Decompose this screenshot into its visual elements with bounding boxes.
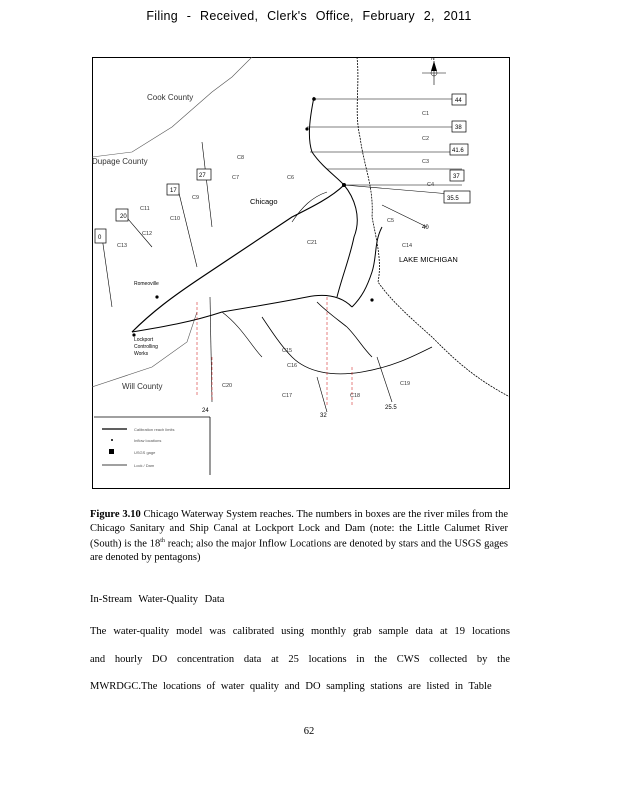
lake-shoreline [357, 57, 510, 397]
box-label: 32 [320, 413, 327, 419]
cook-county-label: Cook County [147, 93, 194, 102]
box-label: 35.5 [447, 196, 459, 202]
svg-text:C12: C12 [142, 231, 153, 237]
cal-sag-channel [132, 295, 352, 332]
svg-text:C16: C16 [287, 363, 298, 369]
north-arrow-icon [422, 57, 446, 85]
svg-text:C19: C19 [400, 381, 411, 387]
svg-text:C17: C17 [282, 393, 293, 399]
caption-text: Chicago Waterway System reaches. The numbers in boxes are the river miles from the Chicago Sanitary and Ship Canal at Lockport Lock and Dam (note: the Little Calumet River (South) is the 18 [90, 509, 509, 550]
box-label: 24 [202, 408, 209, 414]
north-branch [309, 97, 344, 185]
lockport-label: Lockport [134, 337, 154, 343]
svg-text:C9: C9 [192, 195, 200, 201]
south-branch [337, 185, 357, 297]
box-label: 40 [422, 225, 429, 231]
svg-text:C5: C5 [387, 218, 395, 224]
box-label: 20 [120, 214, 127, 220]
chicago-label: Chicago [250, 197, 278, 206]
little-calumet [317, 302, 372, 357]
legend-item: USGS gage [134, 450, 156, 455]
box-label: 38 [455, 125, 462, 131]
map-frame [93, 58, 510, 489]
caption-text-2: reach; also the major Inflow Locations are denoted by stars and the USGS gages are denoted by pentagons) [90, 538, 508, 563]
tributary [222, 312, 262, 357]
sanitary-ship-canal [132, 185, 344, 332]
filing-header: Filing - Received, Clerk's Office, February 2, 2011 [146, 9, 472, 23]
romeoville-label: Romeoville [134, 281, 159, 287]
legend-item: Calibration reach limits [134, 427, 175, 432]
svg-text:C8: C8 [237, 155, 245, 161]
calumet-river [352, 227, 382, 307]
caption-sup: th [160, 538, 165, 544]
reach-codes [117, 111, 434, 399]
svg-text:C1: C1 [422, 111, 430, 117]
box-label: 41.6 [452, 148, 464, 154]
figure-label: Figure 3.10 [90, 509, 141, 520]
lake-michigan-label: LAKE MICHIGAN [399, 255, 458, 264]
box-label: 17 [170, 188, 177, 194]
red-dashed-leaders [197, 297, 352, 407]
svg-text:C6: C6 [287, 175, 295, 181]
svg-text:C2: C2 [422, 136, 430, 142]
svg-text:C4: C4 [427, 182, 435, 188]
legend-item: Inflow locations [134, 438, 162, 443]
will-county-label: Will County [122, 382, 163, 391]
controlling-label: Controlling [134, 344, 158, 350]
body-paragraph: The water-quality model was calibrated using monthly grab sample data at 19 locations and hourly DO concentration data at 25 locations in the CWS collected by the MWRDGC.The locations of water quality and DO sampling stations are listed in Table [90, 626, 510, 692]
svg-text:C15: C15 [282, 348, 293, 354]
svg-text:C14: C14 [402, 243, 413, 249]
legend-item: Lock / Dam [134, 463, 155, 468]
box-label: 44 [455, 98, 462, 104]
box-label: 25.5 [385, 405, 397, 411]
map-svg [92, 57, 510, 489]
svg-text:C21: C21 [307, 240, 318, 246]
tributary [292, 192, 327, 222]
box-label: 37 [453, 174, 460, 180]
dupage-county-label: Dupage County [92, 157, 148, 166]
map-legend [94, 417, 210, 475]
figure-caption [90, 508, 508, 565]
svg-text:C18: C18 [350, 393, 361, 399]
svg-text:C20: C20 [222, 383, 233, 389]
box-label: 0 [98, 235, 102, 241]
section-heading: In-Stream Water-Quality Data [90, 594, 225, 605]
svg-text:C7: C7 [232, 175, 240, 181]
works-label: Works [134, 351, 149, 357]
svg-text:C13: C13 [117, 243, 128, 249]
svg-text:C3: C3 [422, 159, 430, 165]
page-number: 62 [303, 726, 315, 737]
svg-text:C10: C10 [170, 216, 181, 222]
county-boundary [92, 57, 252, 157]
north-label: N [431, 57, 435, 62]
svg-text:C11: C11 [140, 206, 150, 212]
box-label: 27 [199, 173, 206, 179]
chicago-waterway-map [92, 57, 510, 489]
